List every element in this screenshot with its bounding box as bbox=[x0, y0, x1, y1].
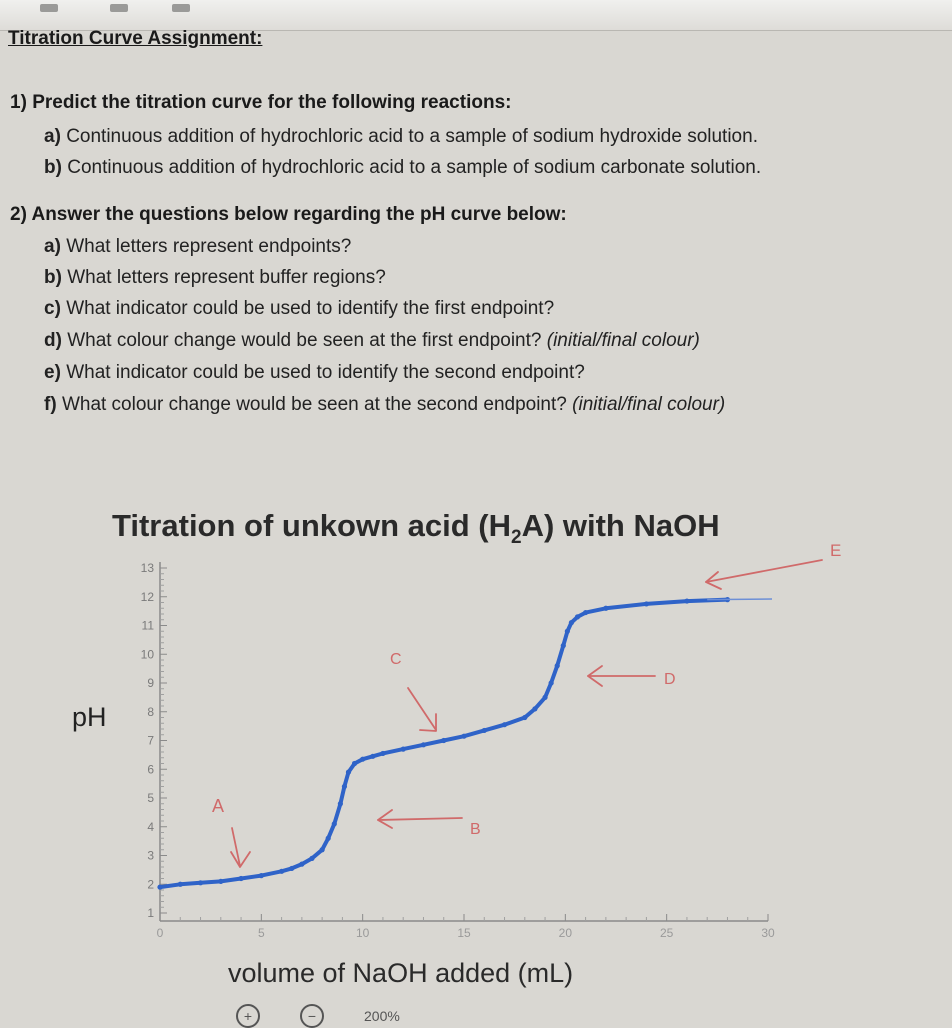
data-point bbox=[502, 722, 507, 727]
arrow-c bbox=[408, 688, 436, 730]
data-point bbox=[561, 643, 566, 648]
x-tick-label: 0 bbox=[156, 926, 164, 940]
y-tick-label: 10 bbox=[140, 647, 154, 662]
part-note: (initial/final colour) bbox=[546, 330, 700, 351]
part-note: (initial/final colour) bbox=[572, 394, 726, 415]
data-point bbox=[401, 747, 406, 752]
y-tick-label: 4 bbox=[147, 819, 154, 834]
zoom-in-icon[interactable]: + bbox=[236, 1004, 260, 1028]
x-tick-label: 15 bbox=[457, 926, 471, 940]
part-text: Continuous addition of hydrochloric acid to a sample of sodium hydroxide solution. bbox=[66, 126, 758, 147]
document-title: Titration Curve Assignment: bbox=[8, 28, 263, 49]
data-point bbox=[370, 754, 375, 759]
part-letter: d) bbox=[44, 330, 62, 351]
x-axis-label: volume of NaOH added (mL) bbox=[228, 958, 574, 988]
plateau-line bbox=[707, 599, 772, 600]
data-point bbox=[279, 869, 284, 874]
part-text: What indicator could be used to identify the first endpoint? bbox=[66, 298, 555, 319]
data-point bbox=[238, 876, 243, 881]
annotation-e: E bbox=[830, 541, 842, 560]
part-text: What colour change would be seen at the first endpoint? bbox=[67, 330, 542, 351]
y-tick-label: 8 bbox=[147, 704, 154, 719]
data-point bbox=[603, 606, 608, 611]
y-tick-label: 12 bbox=[140, 589, 154, 604]
data-point bbox=[259, 873, 264, 878]
data-point bbox=[352, 761, 357, 766]
y-tick-label: 11 bbox=[141, 618, 154, 633]
data-point bbox=[326, 836, 331, 841]
data-point bbox=[421, 742, 426, 747]
question-text: Answer the questions below regarding the pH curve below: bbox=[31, 204, 567, 225]
y-tick-label: 1 bbox=[147, 906, 154, 920]
annotation-b: B bbox=[470, 821, 481, 838]
data-point bbox=[684, 598, 689, 603]
data-point bbox=[532, 706, 537, 711]
part-text: What letters represent endpoints? bbox=[66, 236, 352, 257]
y-tick-label: 2 bbox=[147, 877, 154, 892]
x-tick-label: 30 bbox=[761, 926, 775, 940]
part-letter: a) bbox=[44, 126, 61, 147]
part-letter: a) bbox=[44, 236, 61, 257]
part-text: What indicator could be used to identify the second endpoint? bbox=[66, 362, 585, 383]
data-point bbox=[644, 601, 649, 606]
part-letter: f) bbox=[44, 394, 57, 415]
arrow-b bbox=[378, 818, 462, 820]
data-point bbox=[198, 880, 203, 885]
arrow-a-head bbox=[231, 852, 250, 867]
annotation-c: C bbox=[390, 651, 402, 668]
data-point bbox=[360, 757, 365, 762]
data-point bbox=[555, 663, 560, 668]
y-tick-label: 3 bbox=[147, 848, 154, 863]
part-text: What colour change would be seen at the second endpoint? bbox=[61, 394, 567, 415]
data-point bbox=[309, 856, 314, 861]
data-point bbox=[320, 847, 325, 852]
curve-line bbox=[160, 600, 728, 888]
part-text: What letters represent buffer regions? bbox=[67, 267, 386, 288]
data-point bbox=[380, 751, 385, 756]
y-tick-label: 13 bbox=[140, 561, 154, 575]
x-tick-label: 10 bbox=[355, 926, 370, 940]
data-point bbox=[342, 784, 347, 789]
arrow-e bbox=[706, 560, 822, 582]
chart-title: Titration of unkown acid $(H_2A)$ with NaOH bbox=[112, 508, 720, 549]
zoom-level: 200% bbox=[364, 1008, 400, 1024]
data-point bbox=[338, 801, 343, 806]
data-point bbox=[569, 620, 574, 625]
y-tick-label: 5 bbox=[147, 791, 154, 805]
data-point bbox=[482, 728, 487, 733]
data-point bbox=[542, 695, 547, 700]
data-point bbox=[549, 680, 554, 685]
part-letter: b) bbox=[44, 157, 62, 178]
data-point bbox=[218, 879, 223, 884]
annotation-a: A bbox=[212, 796, 225, 816]
data-point bbox=[178, 882, 183, 887]
data-point bbox=[461, 734, 466, 739]
x-tick-label: 25 bbox=[659, 926, 674, 940]
data-point bbox=[575, 614, 580, 619]
data-point bbox=[332, 821, 337, 826]
y-tick-label: 6 bbox=[147, 762, 154, 777]
y-tick-label: 9 bbox=[147, 676, 154, 690]
data-point bbox=[583, 610, 588, 615]
data-point bbox=[346, 770, 351, 775]
question-text: Predict the titration curve for the following reactions: bbox=[32, 92, 512, 113]
part-letter: b) bbox=[44, 267, 62, 288]
y-tick-label: 7 bbox=[147, 733, 154, 748]
x-tick-label: 5 bbox=[257, 926, 265, 940]
data-point bbox=[522, 715, 527, 720]
zoom-controls bbox=[236, 1004, 440, 1028]
data-point bbox=[565, 629, 570, 634]
part-text: Continuous addition of hydrochloric acid to a sample of sodium carbonate solution. bbox=[67, 157, 762, 178]
question-number: 1) bbox=[10, 92, 27, 113]
y-axis-label: pH bbox=[72, 702, 107, 732]
annotation-d: D bbox=[664, 671, 676, 688]
x-tick-label: 20 bbox=[558, 926, 573, 940]
part-letter: c) bbox=[44, 298, 61, 319]
data-point bbox=[441, 738, 446, 743]
zoom-out-icon[interactable]: − bbox=[300, 1004, 324, 1028]
data-point bbox=[289, 866, 294, 871]
data-point bbox=[299, 862, 304, 867]
question-number: 2) bbox=[10, 204, 27, 225]
part-letter: e) bbox=[44, 362, 61, 383]
data-point bbox=[157, 885, 162, 890]
